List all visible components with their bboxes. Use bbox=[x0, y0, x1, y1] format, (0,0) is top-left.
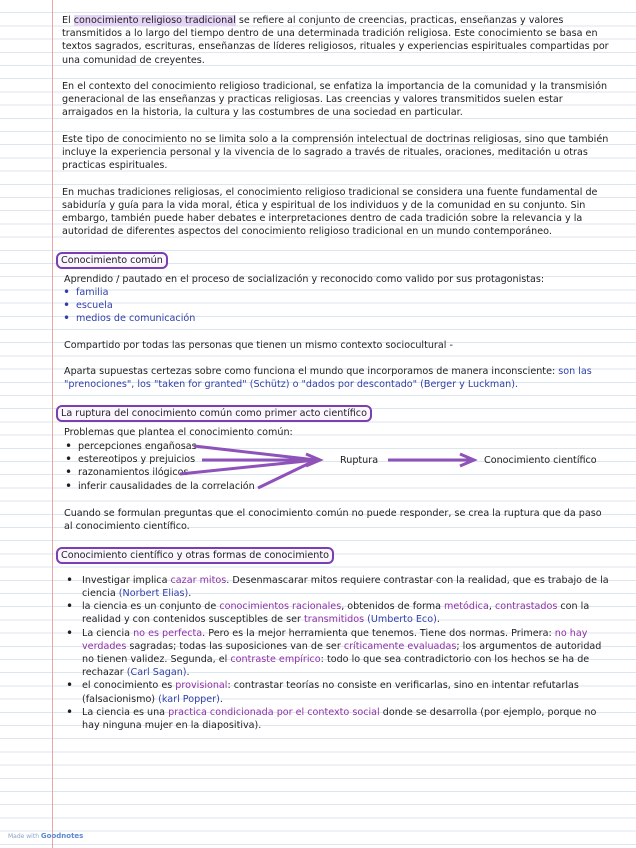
list-item: • el conocimiento es provisional: contrastar teorías no consiste en verificarlas, sino en intentar refutarlas (falsacionismo) (karl Popper). bbox=[64, 679, 610, 705]
sec1-paragraph-3: Aparta supuestas certezas sobre como funciona el mundo que incorporamos de manera inconsciente: son las "prenociones", los "taken for granted" (Schütz) o "dados por descontado" (Berger y Luckman). bbox=[64, 366, 592, 391]
intro-paragraph-1: El conocimiento religioso tradicional se refiere al conjunto de creencias, practicas, enseñanzas y valores transmitidos a lo largo del tiempo dentro de una determinada tradición religiosa. Este conocimiento se basa en textos sagrados, escrituras, enseñanzas de líderes religiosos, rituales y experiencias espirituales compartidas por una comunidad de creyentes. bbox=[62, 15, 609, 66]
sec2-intro: Problemas que plantea el conocimiento común: bbox=[64, 426, 293, 438]
sec1-paragraph-2: Compartido por todas las personas que tienen un mismo contexto sociocultural - bbox=[64, 339, 453, 351]
list-item: • familia bbox=[62, 286, 610, 299]
intro-paragraph-3: Este tipo de conocimiento no se limita solo a la comprensión intelectual de doctrinas religiosas, sino que también incluye la experiencia personal y la vivencia de lo sagrado a través de rituales, oraciones, meditación u otras practicas espirituales. bbox=[62, 133, 609, 172]
sec1-intro: Aprendido / pautado en el proceso de socialización y reconocido como valido por sus protagonistas: bbox=[64, 273, 545, 285]
ruptura-label: Ruptura bbox=[340, 454, 379, 466]
list-item: • escuela bbox=[62, 299, 610, 312]
science-list bbox=[62, 574, 610, 732]
list-item: • la ciencia es un conjunto de conocimientos racionales, obtenidos de forma metódica, contrastados con la realidad y con contenidos susceptibles de ser transmitidos (Umberto Eco). bbox=[64, 600, 610, 626]
list-item: • La ciencia es una practica condicionada por el contexto social donde se desarrolla (por ejemplo, porque no hay ninguna mujer en la diapositiva). bbox=[64, 706, 610, 732]
goodnotes-watermark: Made with Goodnotes bbox=[8, 832, 84, 840]
heading-conocimiento-cientifico: Conocimiento científico y otras formas de conocimiento bbox=[56, 547, 334, 564]
heading-conocimiento-comun: Conocimiento común bbox=[56, 252, 168, 269]
scientific-knowledge-label: Conocimiento científico bbox=[484, 454, 597, 466]
list-item: • inferir causalidades de la correlación bbox=[64, 480, 255, 493]
list-item: • La ciencia no es perfecta. Pero es la mejor herramienta que tenemos. Tiene dos normas. Primera: no hay verdades sagradas; todas las suposiciones van de ser críticamente evaluadas; los argumentos de autoridad no tienen validez. Segunda, el contraste empírico: todo lo que sea contradictorio con los hechos se ha de rechazar (Carl Sagan). bbox=[64, 627, 610, 680]
notes-page bbox=[62, 14, 610, 732]
heading-ruptura: La ruptura del conocimiento común como primer acto científico bbox=[56, 405, 372, 422]
margin-line bbox=[52, 0, 53, 848]
list-item: • estereotipos y prejuicios bbox=[64, 453, 255, 466]
list-item: • percepciones engañosas bbox=[64, 440, 255, 453]
ruptura-diagram bbox=[62, 426, 610, 494]
highlight-religious-knowledge: conocimiento religioso tradicional bbox=[73, 15, 236, 26]
list-item: • Investigar implica cazar mitos. Desenmascarar mitos requiere contrastar con la realidad, que es trabajo de la ciencia (Norbert Elias). bbox=[64, 574, 610, 600]
intro-paragraph-4: En muchas tradiciones religiosas, el conocimiento religioso tradicional se considera una fuente fundamental de sabiduría y guía para la vida moral, ética y espiritual de los individuos y de la comunidad en su conjunto. Sin embargo, también puede haber debates e interpretaciones dentro de cada tradición sobre la relevancia y la autoridad de diferentes aspectos del conocimiento religioso tradicional en un mundo contemporáneo. bbox=[62, 186, 598, 238]
intro-paragraph-2: En el contexto del conocimiento religioso tradicional, se enfatiza la importancia de la comunidad y la transmisión generacional de las enseñanzas y practicas religiosas. Las creencias y valores transmitidos suelen estar arraigados en la historia, la cultura y las costumbres de una sociedad en particular. bbox=[62, 81, 608, 119]
socialization-list bbox=[62, 286, 610, 326]
list-item: • razonamientos ilógicos bbox=[64, 466, 255, 479]
list-item: • medios de comunicación bbox=[62, 312, 610, 325]
sec2-paragraph: Cuando se formulan preguntas que el conocimiento común no puede responder, se crea la ruptura que da paso al conocimiento científico. bbox=[64, 507, 602, 533]
